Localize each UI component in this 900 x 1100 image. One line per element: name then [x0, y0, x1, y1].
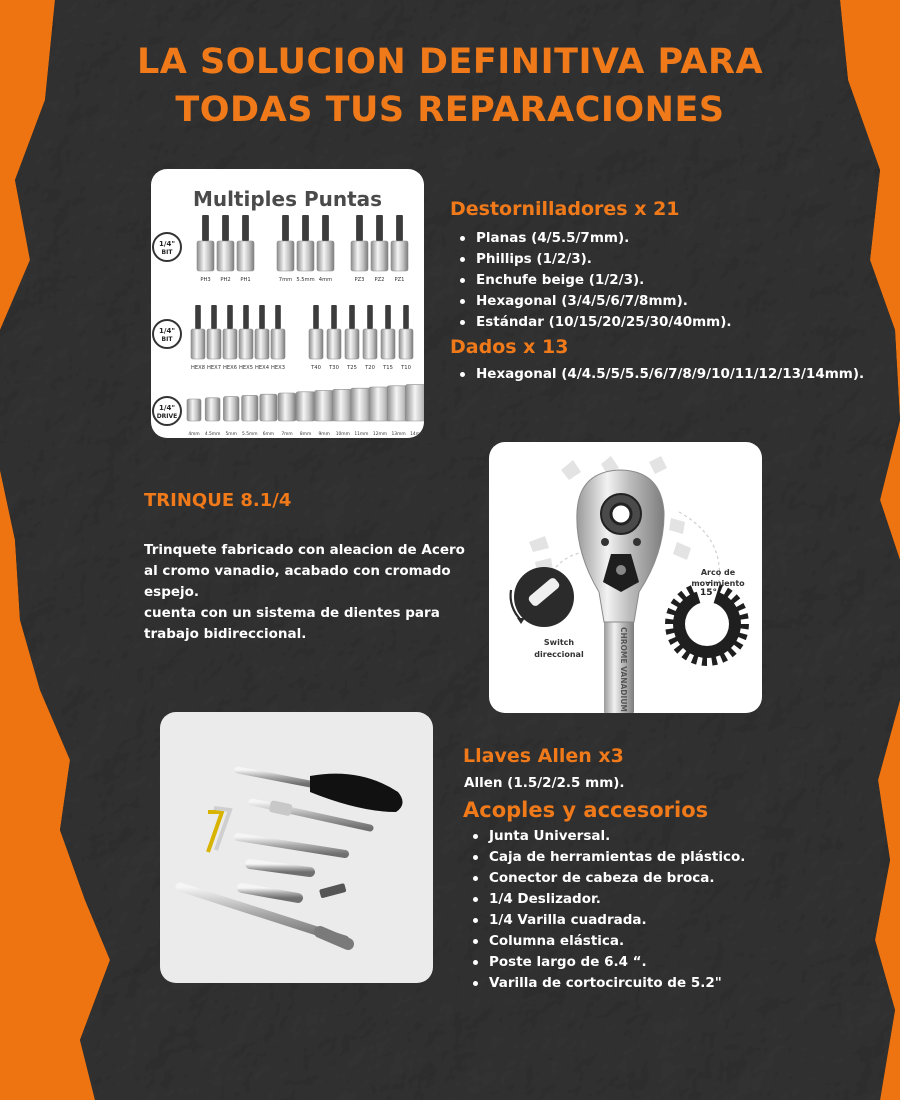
accessories-illustration — [160, 712, 433, 983]
socket — [187, 399, 201, 437]
socket-label: 4.5mm — [204, 432, 221, 437]
bit — [271, 305, 285, 371]
ratchet-description-line: cuenta con un sistema de dientes para — [144, 605, 440, 621]
socket-label: 7mm — [281, 432, 293, 437]
bit — [371, 215, 388, 283]
list-item: Phillips (1/2/3). — [456, 249, 732, 270]
list-item: Junta Universal. — [469, 826, 745, 847]
bit-label: HEX5 — [238, 365, 254, 371]
socket — [278, 393, 296, 437]
socket — [333, 389, 353, 437]
bit — [363, 305, 377, 371]
bit — [345, 305, 359, 371]
bit — [381, 305, 395, 371]
socket-label: 4mm — [188, 432, 200, 437]
socket — [296, 392, 315, 437]
list-item: Varilla de cortocircuito de 5.2" — [469, 973, 745, 994]
list-item: 1/4 Varilla cuadrada. — [469, 910, 745, 931]
bit-label: PH2 — [220, 277, 231, 283]
socket-label: 6mm — [262, 432, 275, 437]
accessories-card — [160, 712, 433, 983]
ratchet-description-line: trabajo bidireccional. — [144, 626, 307, 642]
sockets-list — [456, 364, 864, 385]
socket — [223, 397, 239, 437]
bit-label: T20 — [365, 365, 375, 371]
ratchet-description — [144, 540, 465, 645]
bit-label: T15 — [383, 365, 393, 371]
headline — [60, 38, 840, 134]
socket-label: 9mm — [318, 432, 330, 437]
headline-line-1: LA SOLUCION DEFINITIVA PARA — [136, 42, 764, 82]
row-badge-label: 1/4" — [159, 404, 175, 412]
bit — [317, 215, 334, 283]
socket-label: 5.5mm — [242, 432, 258, 437]
allen-text: Allen (1.5/2/2.5 mm). — [464, 775, 625, 791]
row-badge-label: DRIVE — [156, 413, 178, 420]
bit-label: HEX6 — [222, 365, 238, 371]
row-badge-label: BIT — [161, 249, 173, 256]
row-badge — [153, 397, 181, 425]
bit-label: PH1 — [240, 277, 251, 283]
bit — [351, 215, 368, 283]
ratchet-title: TRINQUE 8.1/4 — [144, 490, 292, 511]
bit — [296, 215, 314, 283]
arc-label-line-2: movimiento — [691, 579, 745, 588]
bit — [217, 215, 234, 283]
ratchet-illustration — [489, 442, 762, 713]
socket-label: 11mm — [354, 432, 369, 437]
bit-label: PZ2 — [374, 277, 385, 283]
socket — [314, 391, 334, 437]
socket-label: 8mm — [299, 432, 312, 437]
bit-label: HEX3 — [270, 365, 286, 371]
accessories-list — [469, 826, 745, 994]
bit — [399, 305, 413, 371]
headline-line-2: TODAS TUS REPARACIONES — [175, 90, 725, 130]
bit — [223, 305, 237, 371]
list-item: Poste largo de 6.4 “. — [469, 952, 745, 973]
bit-label: T30 — [329, 365, 339, 371]
bit-label: HEX4 — [254, 365, 270, 371]
list-item: Conector de cabeza de broca. — [469, 868, 745, 889]
row-badge — [153, 233, 181, 261]
socket-label: 14mm — [410, 432, 424, 437]
row-badge-label: BIT — [161, 336, 173, 343]
bits-illustration — [151, 169, 424, 438]
list-item: Planas (4/5.5/7mm). — [456, 228, 732, 249]
socket — [260, 394, 277, 437]
socket-label: 12mm — [372, 432, 388, 437]
socket-label: 5mm — [225, 432, 237, 437]
bit-label: T25 — [347, 365, 357, 371]
screwdrivers-list — [456, 228, 732, 333]
bit-label: T40 — [311, 365, 321, 371]
list-item: Caja de herramientas de plástico. — [469, 847, 745, 868]
bit-label: 7mm — [278, 277, 293, 283]
bits-card-title: Multiples Puntas — [192, 187, 383, 211]
bit-label: PH3 — [200, 277, 211, 283]
allen-title: Llaves Allen x3 — [463, 745, 624, 767]
socket — [205, 398, 221, 437]
bit — [309, 305, 323, 371]
bit-label: PZ3 — [354, 277, 365, 283]
switch-label-line-1: Switch — [543, 638, 575, 647]
socket-label: 10mm — [335, 432, 350, 437]
socket — [405, 385, 424, 437]
list-item: 1/4 Deslizador. — [469, 889, 745, 910]
ratchet-description-line: al cromo vanadio, acabado con cromado — [144, 563, 451, 579]
bit-label: T10 — [401, 365, 411, 371]
sockets-title: Dados x 13 — [450, 336, 569, 358]
bit-label: PZ1 — [394, 277, 405, 283]
row-badge-label: 1/4" — [159, 327, 175, 335]
list-item: Estándar (10/15/20/25/30/40mm). — [456, 312, 732, 333]
ratchet-engraving: CHROME VANADIUM — [619, 627, 628, 712]
ratchet-description-line: Trinquete fabricado con aleacion de Acero — [144, 542, 465, 558]
row-badge-label: 1/4" — [159, 240, 175, 248]
list-item: Hexagonal (4/4.5/5/5.5/6/7/8/9/10/11/12/13/14mm). — [456, 364, 864, 385]
socket-label: 13mm — [391, 432, 406, 437]
screwdrivers-title: Destornilladores x 21 — [450, 198, 680, 220]
bit — [191, 305, 205, 371]
accessories-title: Acoples y accesorios — [463, 798, 709, 822]
bit — [237, 215, 254, 283]
bit — [255, 305, 270, 371]
ratchet-card — [489, 442, 762, 713]
list-item: Hexagonal (3/4/5/6/7/8mm). — [456, 291, 732, 312]
bits-card — [151, 169, 424, 438]
bit-label: HEX7 — [206, 365, 222, 371]
bit-label: HEX8 — [190, 365, 206, 371]
bit — [239, 305, 253, 371]
bit — [391, 215, 408, 283]
bit — [197, 215, 214, 283]
list-item: Enchufe beige (1/2/3). — [456, 270, 732, 291]
row-badge — [153, 320, 181, 348]
ratchet-description-line: espejo. — [144, 584, 200, 600]
list-item: Columna elástica. — [469, 931, 745, 952]
bit — [277, 215, 294, 283]
bit — [207, 305, 221, 371]
bit — [327, 305, 341, 371]
bit-label: 5.5mm — [296, 277, 315, 283]
socket — [242, 395, 258, 437]
arc-degrees-label: 15° — [700, 588, 718, 598]
bit-label: 4mm — [318, 277, 333, 283]
arc-label-line-1: Arco de — [700, 568, 736, 577]
gear-center — [685, 602, 729, 646]
switch-label-line-2: direccional — [534, 650, 584, 659]
